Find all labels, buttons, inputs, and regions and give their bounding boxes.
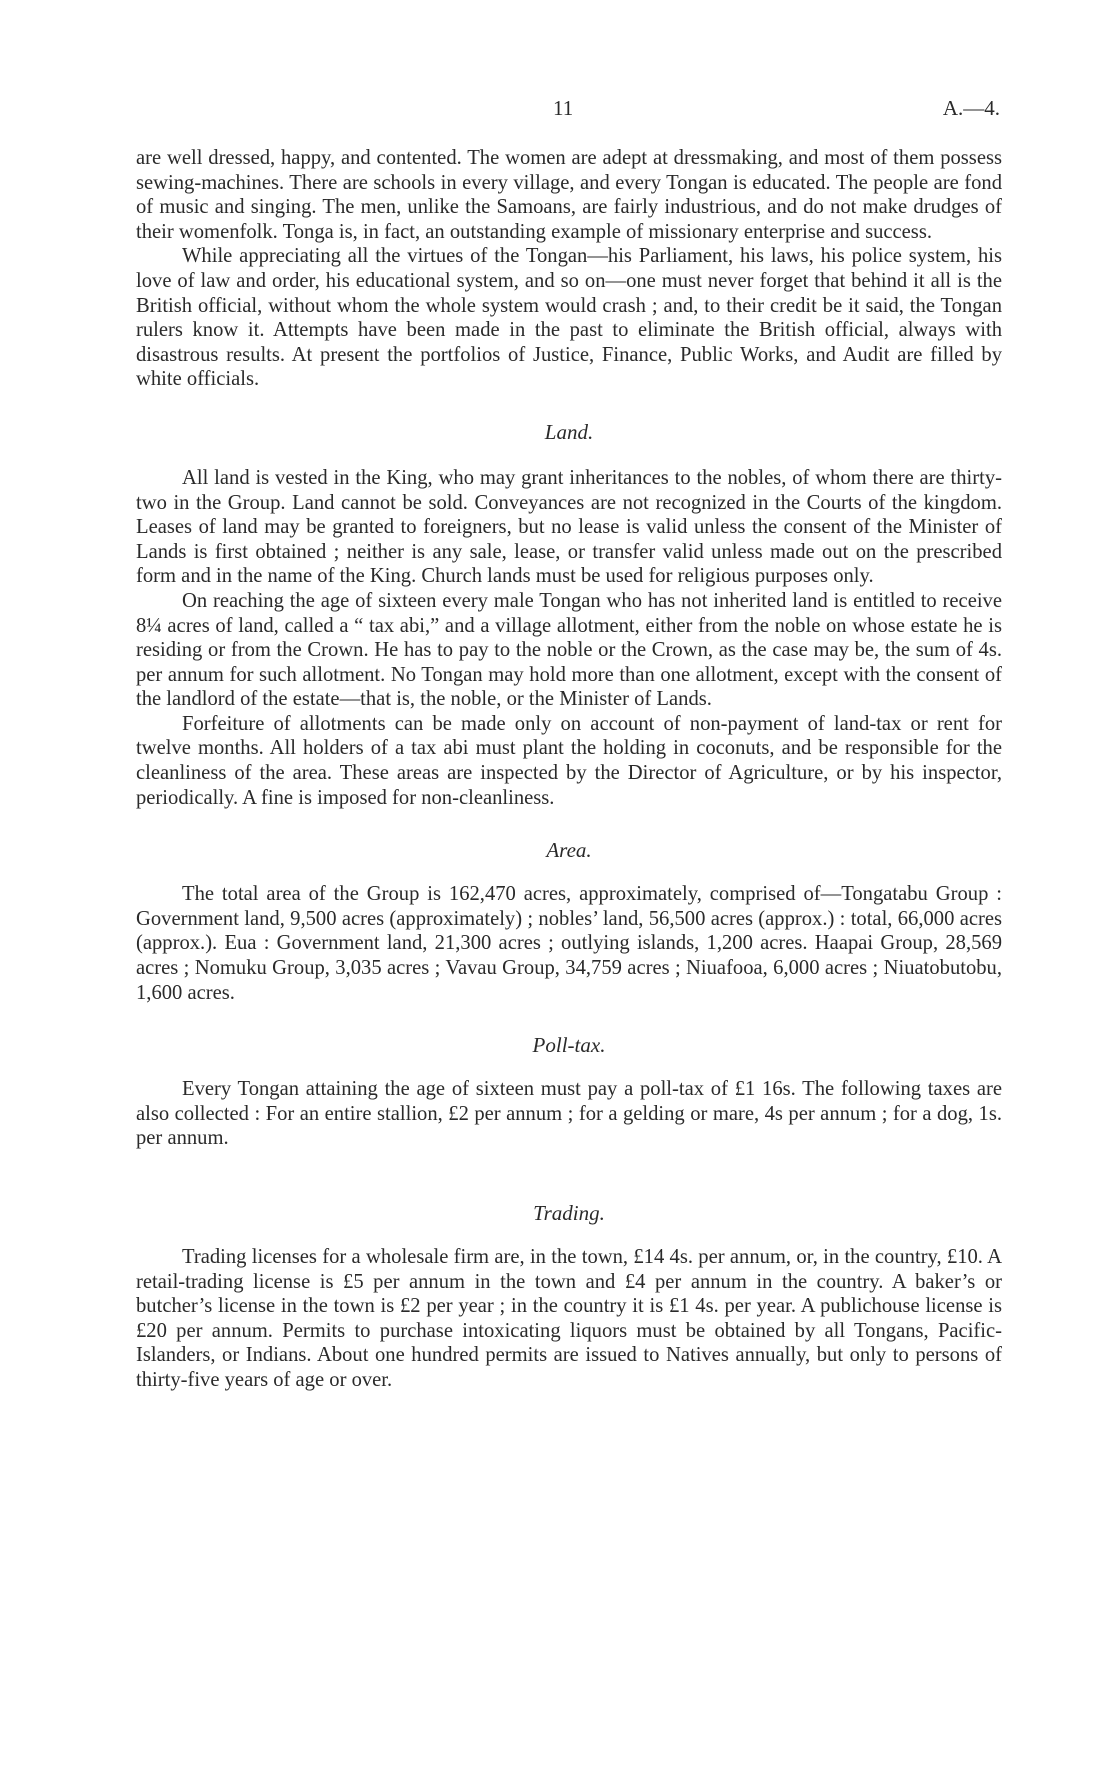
section-heading-area: Area. [546,838,592,863]
document-reference: A.—4. [942,96,1000,120]
section-heading-trading: Trading. [533,1201,605,1225]
section-heading-poll-tax: Poll-tax. [532,1033,606,1058]
page-header [0,96,1114,126]
land-paragraph-3: Forfeiture of allotments can be made only on account of non-payment of land-tax or rent for twelve months. All holders of a tax abi must plant the holding in coconuts, and be responsible for the cleanliness of the area. These areas are inspected by the Director of Agriculture, or by his inspector, periodically. A fine is imposed for non-cleanliness. [136,712,1002,809]
trading-paragraph-1: Trading licenses for a wholesale firm are, in the town, £14 4s. per annum, or, in the country, £10. A retail-trading license is £5 per annum in the town and £4 per annum in the country. A baker’s or butcher’s license in the town is £2 per year ; in the country it is £1 4s. per year. A publichouse license is £20 per annum. Permits to purchase intoxicating liquors must be obtained by all Tongans, Pacific-Islanders, or Indians. About one hundred permits are issued to Natives annually, but only to persons of thirty-five years of age or over. [136,1246,1002,1391]
intro-paragraph-2: While appreciating all the virtues of the Tongan—his Parliament, his laws, his police system, his love of law and order, his educational system, and so on—one must never forget that behind it all is the British official, without whom the whole system would crash ; and, to their credit be it said, the Tongan rulers know it. Attempts have been made in the past to eliminate the British official, always with disastrous results. At present the portfolios of Justice, Finance, Public Works, and Audit are filled by white officials. [136,245,1002,391]
land-paragraph-1: All land is vested in the King, who may grant inheritances to the nobles, of whom there are thirty-two in the Group. Land cannot be sold. Conveyances are not recognized in the Courts of the kingdom. Leases of land may be granted to foreigners, but no lease is valid unless the consent of the Minister of Lands is first obtained ; neither is any sale, lease, or transfer valid unless made out on the prescribed form and in the name of the King. Church lands must be used for religious purposes only. [136,466,1002,588]
poll-tax-paragraph-1: Every Tongan attaining the age of sixteen must pay a poll-tax of £1 16s. The following taxes are also collected : For an entire stallion, £2 per annum ; for a gelding or mare, 4s per annum ; for a dog, 1s. per annum. [136,1078,1002,1150]
land-paragraph-2: On reaching the age of sixteen every male Tongan who has not inherited land is entitled to receive 8¼ acres of land, called a “ tax abi,” and a village allotment, either from the noble on whose estate he is residing or from the Crown. He has to pay to the noble or the Crown, as the case may be, the sum of 4s. per annum for such allotment. No Tongan may hold more than one allotment, except with the consent of the landlord of the estate—that is, the noble, or the Minister of Lands. [136,589,1002,711]
area-paragraph-1: The total area of the Group is 162,470 acres, approximately, comprised of—Tongatabu Group : Government land, 9,500 acres (approximately) ; nobles’ land, 56,500 acres (approx.) : total, 66,000 acres (approx.). Eua : Government land, 21,300 acres ; outlying islands, 1,200 acres. Haapai Group, 28,569 acres ; Nomuku Group, 3,035 acres ; Vavau Group, 34,759 acres ; Niuafooa, 6,000 acres ; Niuatobutobu, 1,600 acres. [136,883,1002,1004]
section-heading-land: Land. [544,419,594,444]
body-text [136,146,1002,1393]
page-number: 11 [553,96,574,120]
intro-paragraph-1: are well dressed, happy, and contented. The women are adept at dressmaking, and most of them possess sewing-machines. There are schools in every village, and every Tongan is educated. The people are fond of music and singing. The men, unlike the Samoans, are fairly industrious, and do not make drudges of their womenfolk. Tonga is, in fact, an outstanding example of missionary enterprise and success. [136,147,1002,243]
